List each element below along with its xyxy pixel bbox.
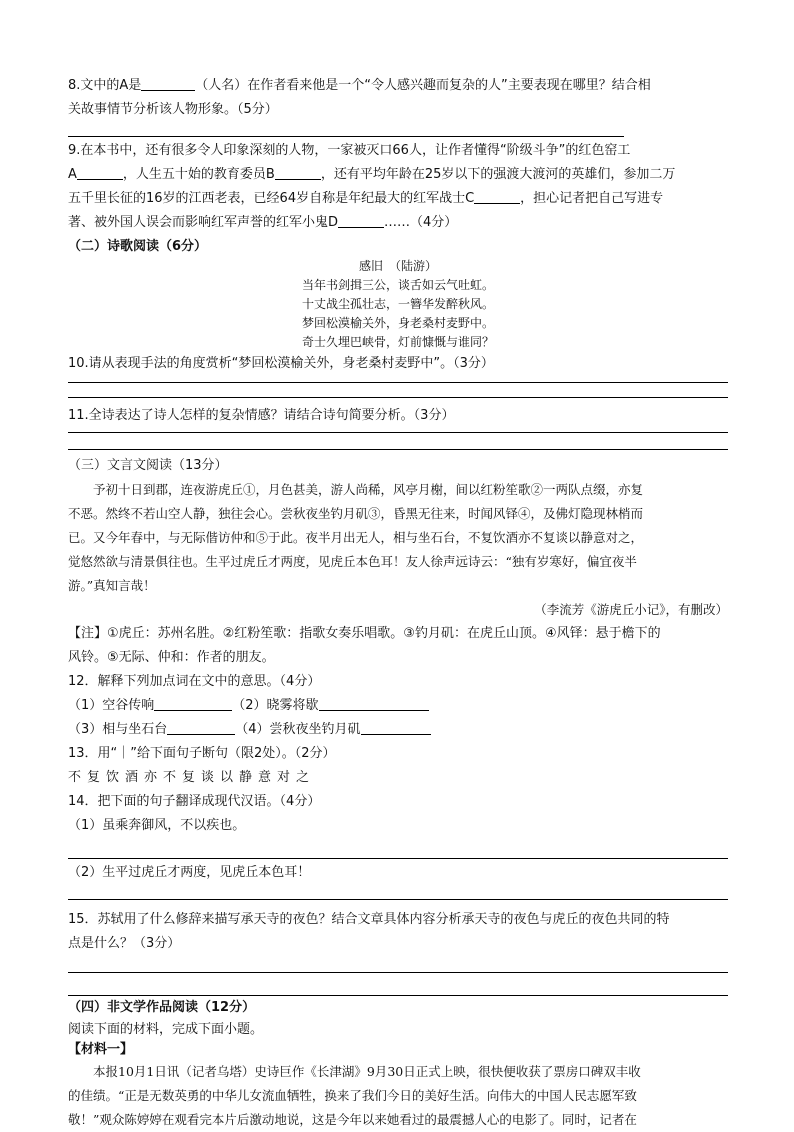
q9-blank-d[interactable] bbox=[338, 213, 384, 228]
passage-source: （李流芳《游虎丘小记》，有删改） bbox=[534, 602, 728, 617]
question-11: 11.全诗表达了诗人怎样的复杂情感？请结合诗句简要分析。（3分） bbox=[68, 408, 455, 423]
poem-line: 当年书剑揖三公，谈舌如云气吐虹。 bbox=[301, 278, 494, 292]
q9-text-c2: 五千里长征的16岁的江西老表，已经64岁自称是年纪最大的红军战士C bbox=[68, 191, 475, 206]
q9-text-d: ，担心记者把自己写进专 bbox=[520, 191, 664, 206]
q9-line1: 9.在本书中，还有很多令人印象深刻的人物，一家被灭口66人，让作者懂得“阶级斗争”的红色窑工 bbox=[68, 143, 631, 158]
material-text-line: 的佳绩。“正是无数英勇的中华儿女流血牺牲，换来了我们今日的美好生活。向伟大的中国人民志愿军致 bbox=[68, 1088, 637, 1103]
q12-row-2 bbox=[68, 718, 728, 742]
q15-line1: 15．苏轼用了什么修辞来描写承天寺的夜色？结合文章具体内容分析承天寺的夜色与虎丘的夜色共同的特 bbox=[68, 912, 670, 927]
material-text-line: 敬！”观众陈婷婷在观看完本片后激动地说，这是今年以来她看过的最震撼人心的电影了。同时，记者在 bbox=[68, 1112, 637, 1127]
question-14: 14．把下面的句子翻译成现代汉语。（4分） bbox=[68, 794, 321, 809]
q12-item: （2）晓雾将歇 bbox=[232, 698, 319, 713]
q9-blank-a[interactable] bbox=[77, 165, 123, 180]
answer-line[interactable] bbox=[68, 449, 728, 450]
question-10: 10.请从表现手法的角度赏析“梦回松漠榆关外，身老桑村麦野中”。（3分） bbox=[68, 356, 494, 371]
q13-sentence: 不复饮酒亦不复谈以静意对之 bbox=[68, 770, 316, 785]
question-13: 13．用“｜”给下面句子断句（限2处）。（2分） bbox=[68, 746, 336, 761]
q8-part2: （人名）在作者看来他是一个“令人感兴趣而复杂的人”主要表现在哪里？结合相 bbox=[195, 78, 651, 93]
material-text-line: 本报10月1日讯（记者乌塔）史诗巨作《长津湖》9月30日正式上映，很快便收获了票房口碑双丰收 bbox=[93, 1064, 641, 1079]
q14-item-1: （1）虽乘奔御风，不以疾也。 bbox=[68, 818, 246, 833]
question-8 bbox=[68, 74, 728, 98]
q9-label-a: A bbox=[68, 167, 77, 182]
poem bbox=[68, 257, 728, 352]
q9-line2 bbox=[68, 163, 728, 187]
q12-item: （1）空谷传响 bbox=[68, 698, 155, 713]
material-label: 【材料一】 bbox=[68, 1042, 134, 1057]
q12-blank[interactable] bbox=[319, 696, 429, 711]
q12-item: （4）尝秋夜坐钓月矶 bbox=[235, 722, 361, 737]
q12-item: （3）相与坐石台 bbox=[68, 722, 168, 737]
q9-line3 bbox=[68, 187, 728, 211]
section-nonlit-title: （四）非文学作品阅读（12分） bbox=[68, 1000, 256, 1015]
q9-text-c: ，还有平均年龄在25岁以下的强渡大渡河的英雄们，参加二万 bbox=[320, 167, 676, 182]
poem-title: 感旧 （陆游） bbox=[358, 259, 437, 273]
classical-passage-line: 游。”真知言哉！ bbox=[68, 578, 156, 593]
q15-line2: 点是什么？（3分） bbox=[68, 936, 181, 951]
notes-line: 【注】①虎丘：苏州名胜。②红粉笙歌：指歌女奏乐唱歌。③钓月矶：在虎丘山顶。④风铎：悬于檐下的 bbox=[68, 626, 661, 641]
q8-line2: 关故事情节分析该人物形象。（5分） bbox=[68, 102, 278, 117]
q8-answer-blank[interactable] bbox=[141, 76, 195, 91]
poem-line: 十丈战尘孤壮志，一簪华发醉秋风。 bbox=[301, 297, 494, 311]
q14-item-2: （2）生平过虎丘才两度，见虎丘本色耳！ bbox=[68, 865, 311, 880]
exam-page bbox=[68, 74, 728, 1132]
q12-row-1 bbox=[68, 694, 728, 718]
notes-line: 风铃。⑤无际、仲和：作者的朋友。 bbox=[68, 650, 275, 665]
q9-blank-c[interactable] bbox=[474, 189, 520, 204]
section-classical-title: （三）文言文阅读（13分） bbox=[68, 458, 228, 473]
classical-passage-line: 予初十日到郡，连夜游虎丘①，月色甚美，游人尚稀，风亭月榭，间以红粉笙歌②一两队点缀，亦复 bbox=[93, 482, 644, 497]
q8-part1: 8.文中的A是 bbox=[68, 78, 142, 93]
q12-blank[interactable] bbox=[361, 720, 431, 735]
answer-line[interactable] bbox=[68, 972, 728, 973]
classical-passage-line: 不恶。然终不若山空人静，独往会心。尝秋夜坐钓月矶③，昏黑无往来，时闻风铎④，及佛灯隐现林梢而 bbox=[68, 506, 644, 521]
question-12: 12．解释下列加点词在文中的意思。（4分） bbox=[68, 674, 321, 689]
q9-text-b: ，人生五十始的教育委员B bbox=[122, 167, 275, 182]
classical-passage-line: 觉悠然欲与清景俱往也。生平过虎丘才两度，见虎丘本色耳！友人徐声远诗云：“独有岁寒好，偏宜夜半 bbox=[68, 554, 637, 569]
answer-line[interactable] bbox=[68, 858, 728, 859]
q9-points: ……（4分） bbox=[384, 215, 458, 230]
poem-line: 奇士久埋巴峡骨，灯前慷慨与谁同？ bbox=[301, 335, 494, 349]
answer-line[interactable] bbox=[68, 432, 728, 433]
poem-line: 梦回松漠榆关外，身老桑村麦野中。 bbox=[301, 316, 494, 330]
section-poetry-title: （二）诗歌阅读（6分） bbox=[68, 239, 208, 254]
nonlit-instruction: 阅读下面的材料，完成下面小题。 bbox=[68, 1022, 264, 1037]
q12-blank[interactable] bbox=[154, 696, 232, 711]
answer-line[interactable] bbox=[68, 397, 728, 398]
q9-text-d2: 著、被外国人误会而影响红军声誉的红军小鬼D bbox=[68, 215, 339, 230]
answer-line[interactable] bbox=[68, 382, 728, 383]
q9-line4 bbox=[68, 211, 728, 235]
classical-passage-line: 已。又今年春中，与无际偕访仲和⑤于此。夜半月出无人，相与坐石台，不复饮酒亦不复谈以静意对之， bbox=[68, 530, 644, 545]
answer-line[interactable] bbox=[68, 899, 728, 900]
q12-blank[interactable] bbox=[167, 720, 235, 735]
q9-blank-b[interactable] bbox=[275, 165, 321, 180]
